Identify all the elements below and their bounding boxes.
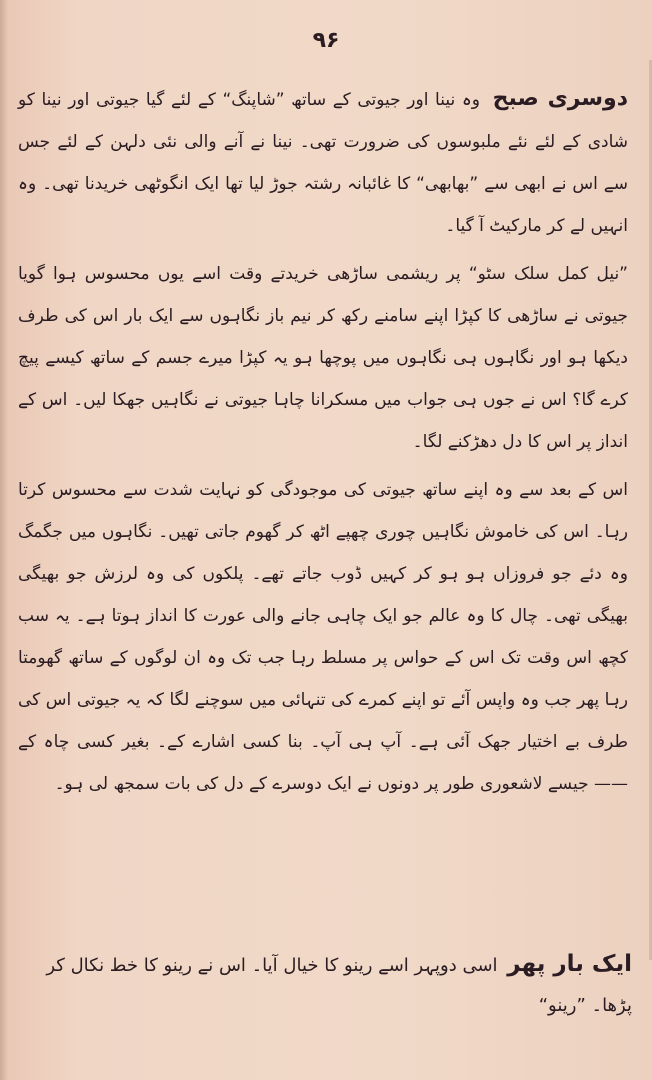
footer-lead: ایک بار پھر <box>507 951 632 977</box>
paragraph-2-text: ”نیل کمل سلک سٹو“ پر ریشمی ساڑھی خریدتے وقت اسے یوں محسوس ہوا گویا جیوتی نے ساڑھی کا کپڑا اپنے سامنے رکھ کر نیم باز نگاہوں سے ایک بار اس کی طرف دیکھا ہو اور نگاہوں ہی نگاہوں میں پوچھا ہو یہ کپڑا میرے جسم کے ساتھ کیسے پیچ کرے گا؟ اس نے جوں ہی جواب میں مسکرانا چاہا جیوتی نے نگاہیں جھکا لیں۔ اس کے انداز پر اس کا دل دھڑکنے لگا۔ <box>18 264 628 452</box>
paragraph-2 <box>18 253 628 463</box>
paragraph-1-lead: دوسری صبح <box>492 86 629 111</box>
page-number: ۹۶ <box>312 28 340 53</box>
body-text <box>18 78 628 811</box>
paragraph-1-text: وہ نینا اور جیوتی کے ساتھ ”شاپنگ“ کے لئے گیا جیوتی اور نینا کو شادی کے لئے نئے ملبوسوں کی ضرورت تھی۔ نینا نے آنے والی نئی دلہن کے لئے جس سے اس نے ابھی سے ”بھابھی“ کا غائبانہ رشتہ جوڑ لیا تھا ایک انگوٹھی خریدنا تھی۔ وہ انہیں لے کر مارکیٹ آ گیا۔ <box>18 90 628 236</box>
paragraph-1 <box>18 78 628 247</box>
paragraph-3 <box>18 469 628 805</box>
footer-line <box>8 944 632 1026</box>
paragraph-3-text: اس کے بعد سے وہ اپنے ساتھ جیوتی کی موجودگی کو نہایت شدت سے محسوس کرتا رہا۔ اس کی خاموش نگاہیں چوری چھپے اٹھ کر گھوم جاتی تھیں۔ نگاہوں میں جگمگ وہ دئے جو فروزاں ہو ہو کر کہیں ڈوب جاتے تھے۔ پلکوں کی وہ لرزش جو بھیگی بھیگی تھی۔ چال کا وہ عالم جو ایک چاہی جانے والی عورت کا انداز ہوتا ہے۔ یہ سب کچھ اس وقت تک اس کے حواس پر مسلط رہا جب تک وہ ان لوگوں کے ساتھ گھومتا رہا پھر جب وہ واپس آئے تو اپنے کمرے کی تنہائی میں سوچنے لگا کہ یہ جیوتی اس کی طرف بے اختیار جھک آئی ہے۔ آپ ہی آپ۔ بنا کسی اشارے کے۔ بغیر کسی چاہ کے —— جیسے لاشعوری طور پر دونوں نے ایک دوسرے کے دل کی بات سمجھ لی ہو۔ <box>18 480 628 794</box>
footer-text: اسی دوپہر اسے رینو کا خیال آیا۔ اس نے رینو کا خط نکال کر پڑھا۔ ”رینو“ <box>46 955 632 1016</box>
